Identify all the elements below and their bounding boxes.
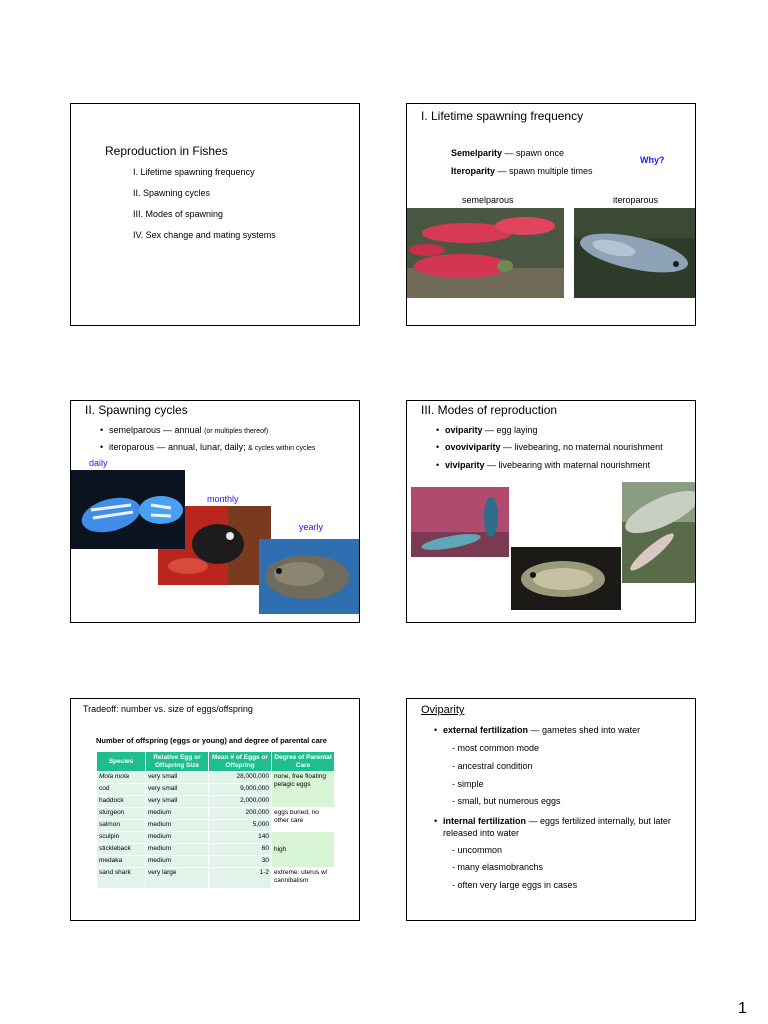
- count-cell: 2,000,000: [209, 796, 271, 807]
- term: ovoviviparity: [445, 442, 501, 452]
- species-cell: sand shark: [97, 868, 145, 888]
- species-name: Mola mola: [99, 773, 129, 780]
- bullet-text: iteroparous — annual, lunar, daily;: [109, 442, 249, 452]
- slide-4: [406, 400, 696, 623]
- term: external fertilization: [443, 725, 529, 735]
- column-header: Species: [97, 752, 145, 771]
- outline-item: I. Lifetime spawning frequency: [133, 167, 255, 177]
- term: viviparity: [445, 460, 485, 470]
- bullet-internal-fertilization: [443, 815, 673, 839]
- bullet-iteroparous: [109, 442, 315, 452]
- kelp-greenling-photo: [411, 487, 509, 557]
- definition: — gametes shed into water: [528, 725, 641, 735]
- offspring-table: [96, 751, 335, 889]
- size-cell: very small: [146, 784, 208, 795]
- bullet-viviparity: [445, 460, 650, 470]
- species-cell: cod: [97, 784, 145, 795]
- count-cell: 28,000,000: [209, 772, 271, 783]
- count-cell: 60: [209, 844, 271, 855]
- species-cell: stickleback: [97, 844, 145, 855]
- outline-item: IV. Sex change and mating systems: [133, 230, 276, 240]
- slide-2: [406, 103, 696, 326]
- salmon-image: [407, 208, 564, 298]
- shark-image: [622, 482, 696, 583]
- photo-label-right: iteroparous: [613, 195, 659, 205]
- bullet-note: (or multiples thereof): [204, 428, 269, 435]
- fish-image: [71, 470, 185, 549]
- fish-image: [411, 487, 509, 557]
- slide-title: I. Lifetime spawning frequency: [421, 109, 584, 123]
- table-row: [97, 808, 334, 819]
- yearly-label: yearly: [299, 522, 324, 532]
- size-cell: medium: [146, 832, 208, 843]
- list-item: - simple: [452, 779, 484, 789]
- term: oviparity: [445, 425, 483, 435]
- outline-item: II. Spawning cycles: [133, 188, 211, 198]
- species-cell: [97, 772, 145, 783]
- bullet-note: & cycles within cycles: [248, 445, 316, 452]
- definition: — spawn multiple times: [495, 166, 593, 176]
- definition: — eggs fertilized internally, but later released into water: [443, 816, 671, 838]
- column-header: Relative Egg or Offspring Size: [146, 752, 208, 771]
- page-number: 1: [738, 1000, 747, 1017]
- term: Iteroparity: [451, 166, 496, 176]
- slide-5: [70, 698, 360, 921]
- term: Semelparity: [451, 148, 503, 158]
- slide-1: [70, 103, 360, 326]
- shark-birth-photo: [622, 482, 696, 583]
- count-cell: 30: [209, 856, 271, 867]
- table-title: Number of offspring (eggs or young) and degree of parental care: [96, 736, 327, 745]
- fish-image: [511, 547, 621, 610]
- grouper-photo: [259, 539, 360, 614]
- slide-title: Oviparity: [421, 704, 465, 716]
- care-cell: extreme: uterus w/ cannibalism: [272, 868, 334, 888]
- grunion-photo: [71, 470, 185, 549]
- species-cell: medaka: [97, 856, 145, 867]
- count-cell: 140: [209, 832, 271, 843]
- size-cell: very small: [146, 772, 208, 783]
- list-item: - uncommon: [452, 845, 503, 855]
- why-label: Why?: [640, 155, 665, 165]
- definition-semelparity: [451, 148, 564, 158]
- care-cell: high: [272, 832, 334, 867]
- list-item: - ancestral condition: [452, 761, 533, 771]
- size-cell: medium: [146, 856, 208, 867]
- slide-title: Tradeoff: number vs. size of eggs/offspring: [83, 704, 253, 714]
- table-row: [97, 868, 334, 888]
- daily-label: daily: [89, 458, 108, 468]
- bullet-external-fertilization: [443, 725, 640, 735]
- definition: — livebearing, no maternal nourishment: [500, 442, 663, 452]
- species-cell: sturgeon: [97, 808, 145, 819]
- size-cell: medium: [146, 844, 208, 855]
- slide-title: III. Modes of reproduction: [421, 403, 558, 417]
- size-cell: very small: [146, 796, 208, 807]
- column-header: Degree of Parental Care: [272, 752, 334, 771]
- count-cell: 1-2: [209, 868, 271, 888]
- column-header: Mean # of Eggs or Offspring: [209, 752, 271, 771]
- count-cell: 5,000: [209, 820, 271, 831]
- species-cell: sculpin: [97, 832, 145, 843]
- size-cell: medium: [146, 808, 208, 819]
- species-cell: salmon: [97, 820, 145, 831]
- species-cell: haddock: [97, 796, 145, 807]
- bullet-oviparity: [445, 425, 538, 435]
- slide-title: Reproduction in Fishes: [105, 144, 228, 158]
- rockfish-photo: [511, 547, 621, 610]
- list-item: - small, but numerous eggs: [452, 796, 561, 806]
- fish-image: [259, 539, 360, 614]
- definition: — egg laying: [482, 425, 538, 435]
- definition: — spawn once: [502, 148, 565, 158]
- slide-3: [70, 400, 360, 623]
- sockeye-salmon-photo: [407, 208, 564, 298]
- bullet-semelparous: [109, 425, 268, 435]
- bullet-ovoviviparity: [445, 442, 663, 452]
- care-cell: none, free floating pelagic eggs: [272, 772, 334, 807]
- term: internal fertilization: [443, 816, 527, 826]
- table-row: [97, 772, 334, 783]
- bullet-text: semelparous — annual: [109, 425, 205, 435]
- count-cell: 9,000,000: [209, 784, 271, 795]
- list-item: - often very large eggs in cases: [452, 880, 578, 890]
- size-cell: medium: [146, 820, 208, 831]
- photo-label-left: semelparous: [462, 195, 514, 205]
- lingcod-photo: [574, 208, 696, 298]
- definition: — livebearing with maternal nourishment: [484, 460, 651, 470]
- list-item: - many elasmobranchs: [452, 862, 544, 872]
- table-row: [97, 832, 334, 843]
- fish-image: [574, 208, 696, 298]
- monthly-label: monthly: [207, 494, 239, 504]
- care-cell: eggs buried, no other care: [272, 808, 334, 831]
- count-cell: 200,000: [209, 808, 271, 819]
- definition-iteroparity: [451, 166, 593, 176]
- list-item: - most common mode: [452, 743, 540, 753]
- slide-title: II. Spawning cycles: [85, 403, 188, 417]
- table-header-row: [97, 752, 334, 771]
- outline-item: III. Modes of spawning: [133, 209, 224, 219]
- slide-6: [406, 698, 696, 921]
- size-cell: very large: [146, 868, 208, 888]
